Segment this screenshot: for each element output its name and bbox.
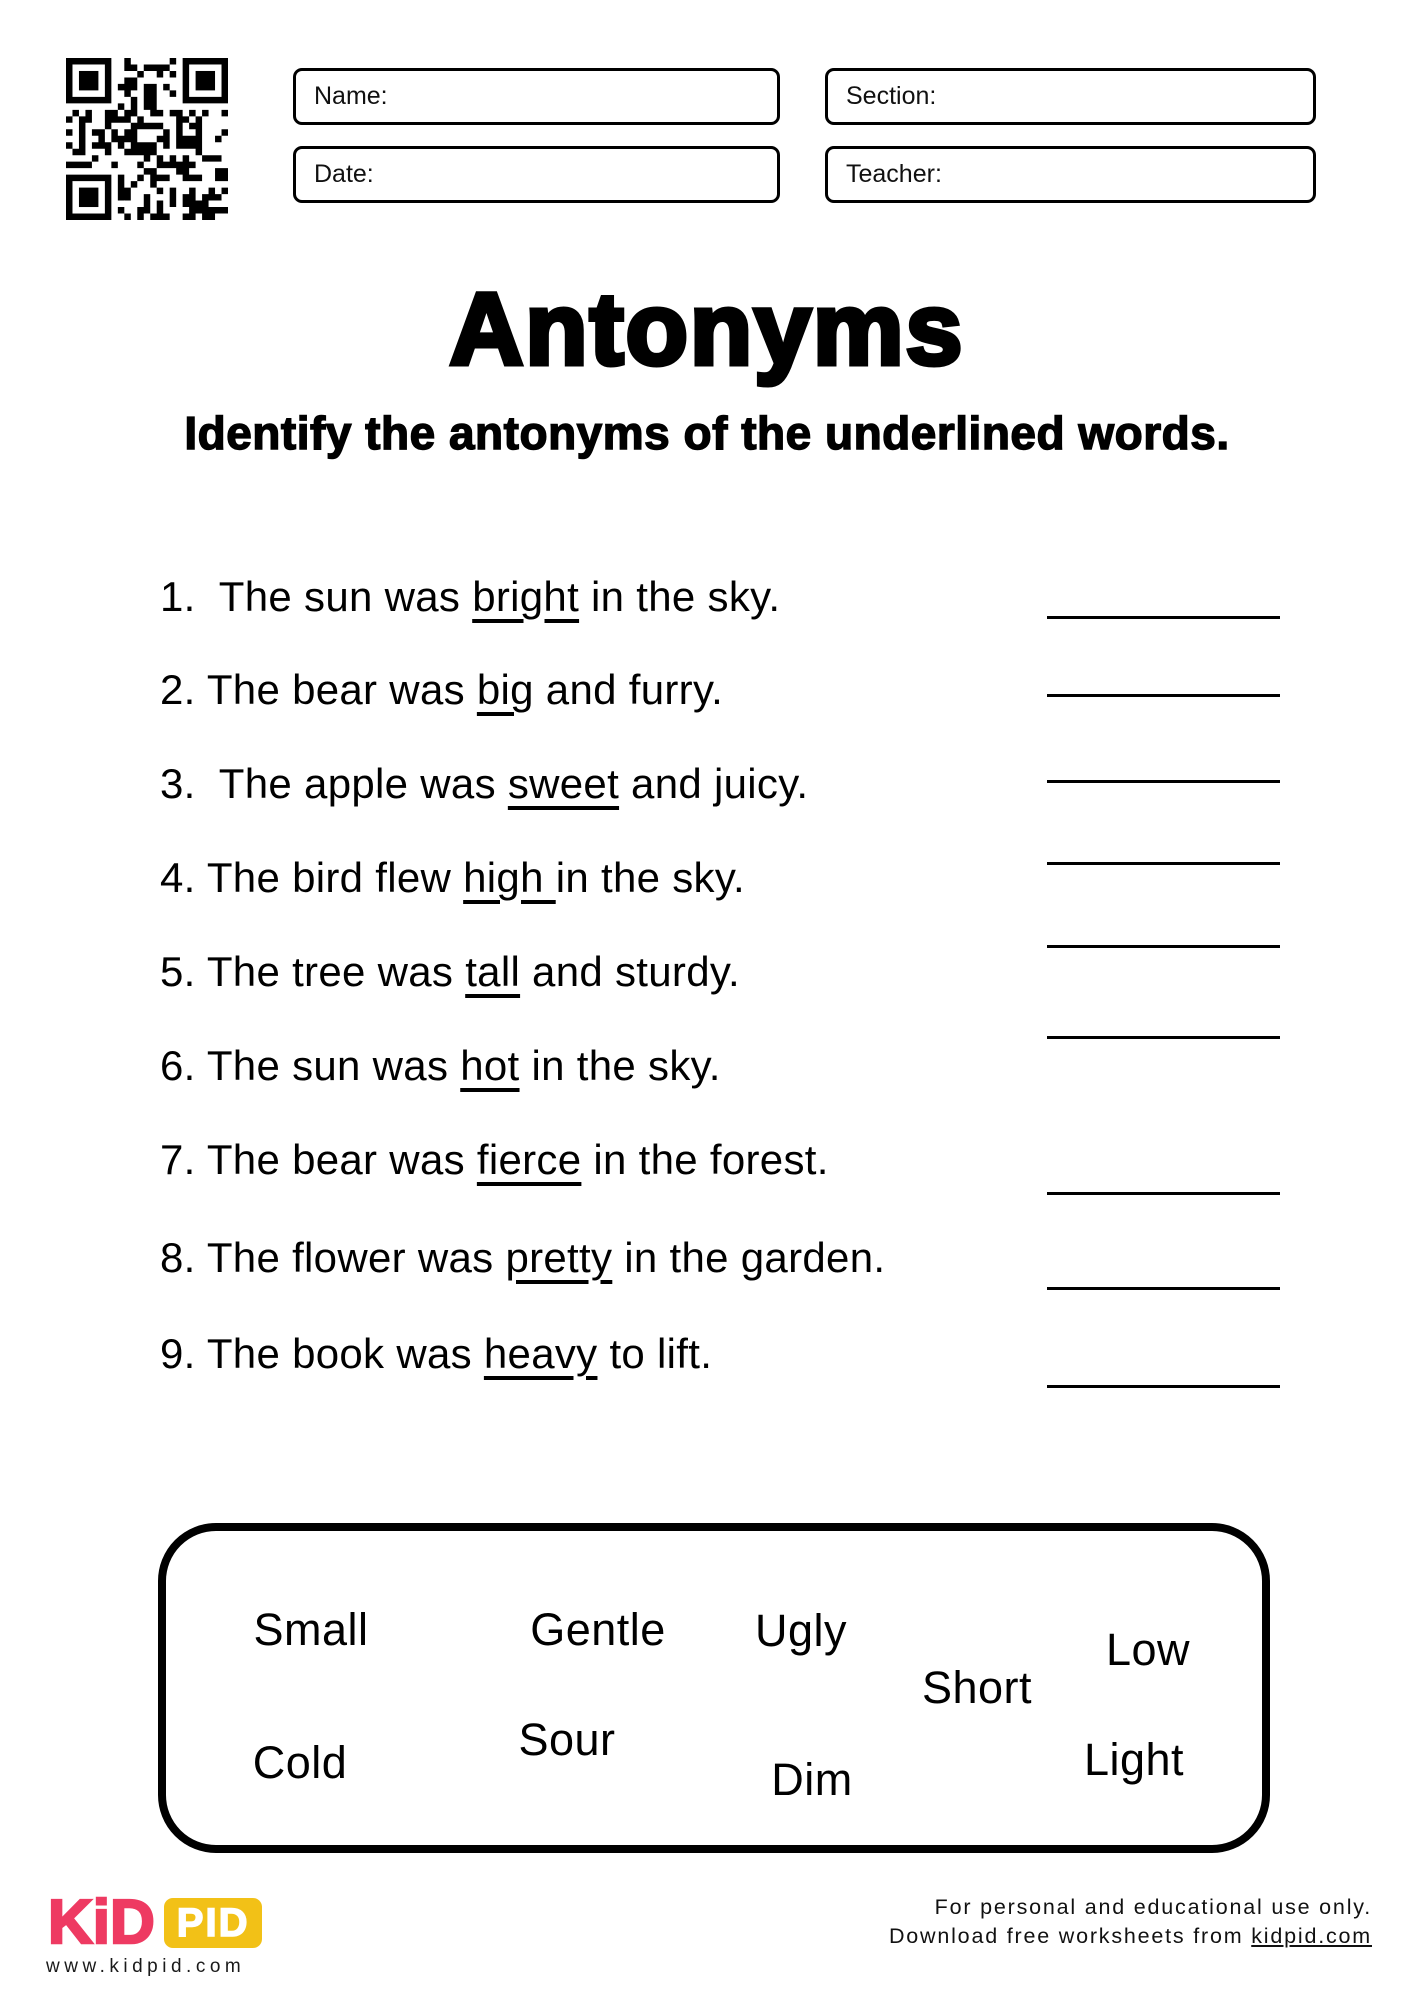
page-title: Antonyms xyxy=(449,272,965,386)
name-field-label: Name: xyxy=(314,82,388,110)
underlined-word: high xyxy=(463,854,556,901)
answer-blank-7[interactable] xyxy=(1047,1192,1280,1195)
answer-blank-8[interactable] xyxy=(1047,1287,1280,1290)
usage-line2-text: Download free worksheets from xyxy=(888,1924,1252,1948)
logo-kid-text: KiD xyxy=(48,1888,155,1957)
word-bank-item-light: Light xyxy=(1083,1734,1185,1785)
qr-code xyxy=(66,58,228,220)
logo-pid-badge: PID xyxy=(164,1898,263,1948)
sentence-text: 3. The apple was xyxy=(160,760,508,807)
sentence-text: in the sky. xyxy=(579,573,781,620)
word-bank-item-small: Small xyxy=(253,1604,369,1655)
website-url: www.kidpid.com xyxy=(46,1956,246,1977)
date-field-label: Date: xyxy=(314,160,374,188)
answer-blank-9[interactable] xyxy=(1047,1385,1280,1388)
sentence-text: 8. The flower was xyxy=(160,1234,506,1281)
answer-blank-2[interactable] xyxy=(1047,694,1280,697)
word-bank-item-cold: Cold xyxy=(252,1737,348,1788)
sentence-text: and furry. xyxy=(533,666,724,713)
underlined-word: pretty xyxy=(505,1234,613,1281)
underlined-word: sweet xyxy=(507,760,620,807)
instructions-text: Identify the antonyms of the underlined words. xyxy=(184,407,1230,459)
sentence-text: and sturdy. xyxy=(520,948,741,995)
sentence-text: 2. The bear was xyxy=(160,666,477,713)
section-field-box[interactable] xyxy=(825,68,1316,125)
teacher-field-box[interactable] xyxy=(825,146,1316,203)
word-bank-item-ugly: Ugly xyxy=(754,1605,848,1656)
answer-blank-3[interactable] xyxy=(1047,780,1280,783)
sentence-row-3 xyxy=(160,760,808,808)
underlined-word: big xyxy=(476,666,534,713)
sentence-row-5 xyxy=(160,948,740,996)
word-bank-item-sour: Sour xyxy=(518,1714,616,1765)
word-bank-item-low: Low xyxy=(1105,1624,1191,1675)
date-field-box[interactable] xyxy=(293,146,780,203)
usage-line2 xyxy=(889,1922,1372,1951)
usage-note xyxy=(889,1893,1372,1951)
answer-blank-5[interactable] xyxy=(1047,945,1280,948)
word-bank-item-gentle: Gentle xyxy=(530,1604,666,1655)
sentence-text: 7. The bear was xyxy=(160,1136,477,1183)
sentence-row-1 xyxy=(160,573,780,621)
sentence-text: in the sky. xyxy=(519,1042,721,1089)
sentence-text: in the sky. xyxy=(555,854,745,901)
sentence-text: 9. The book was xyxy=(160,1330,484,1377)
answer-blank-4[interactable] xyxy=(1047,862,1280,865)
sentence-text: 6. The sun was xyxy=(160,1042,461,1089)
kidpid-link[interactable]: kidpid.com xyxy=(1251,1924,1372,1948)
sentence-text: 5. The tree was xyxy=(160,948,466,995)
sentence-row-4 xyxy=(160,854,745,902)
sentence-row-6 xyxy=(160,1042,721,1090)
section-field-label: Section: xyxy=(846,82,937,110)
sentence-row-7 xyxy=(160,1136,829,1184)
sentence-text: in the garden. xyxy=(612,1234,886,1281)
sentence-row-9 xyxy=(160,1330,712,1378)
sentence-row-2 xyxy=(160,666,723,714)
word-bank-item-dim: Dim xyxy=(771,1754,853,1805)
sentence-text: in the forest. xyxy=(581,1136,829,1183)
sentence-row-8 xyxy=(160,1234,885,1282)
sentence-text: to lift. xyxy=(597,1330,713,1377)
underlined-word: heavy xyxy=(483,1330,598,1377)
sentence-text: 1. The sun was xyxy=(160,573,473,620)
answer-blank-6[interactable] xyxy=(1047,1036,1280,1039)
usage-line1: For personal and educational use only. xyxy=(934,1895,1372,1919)
sentence-text: and juicy. xyxy=(619,760,809,807)
name-field-box[interactable] xyxy=(293,68,780,125)
kidpid-logo xyxy=(48,1888,262,1957)
underlined-word: tall xyxy=(465,948,521,995)
underlined-word: fierce xyxy=(476,1136,582,1183)
underlined-word: hot xyxy=(460,1042,520,1089)
word-bank-item-short: Short xyxy=(921,1662,1033,1713)
answer-blank-1[interactable] xyxy=(1047,616,1280,619)
word-bank-box xyxy=(158,1523,1270,1853)
underlined-word: bright xyxy=(472,573,580,620)
teacher-field-label: Teacher: xyxy=(846,160,942,188)
sentence-text: 4. The bird flew xyxy=(160,854,464,901)
